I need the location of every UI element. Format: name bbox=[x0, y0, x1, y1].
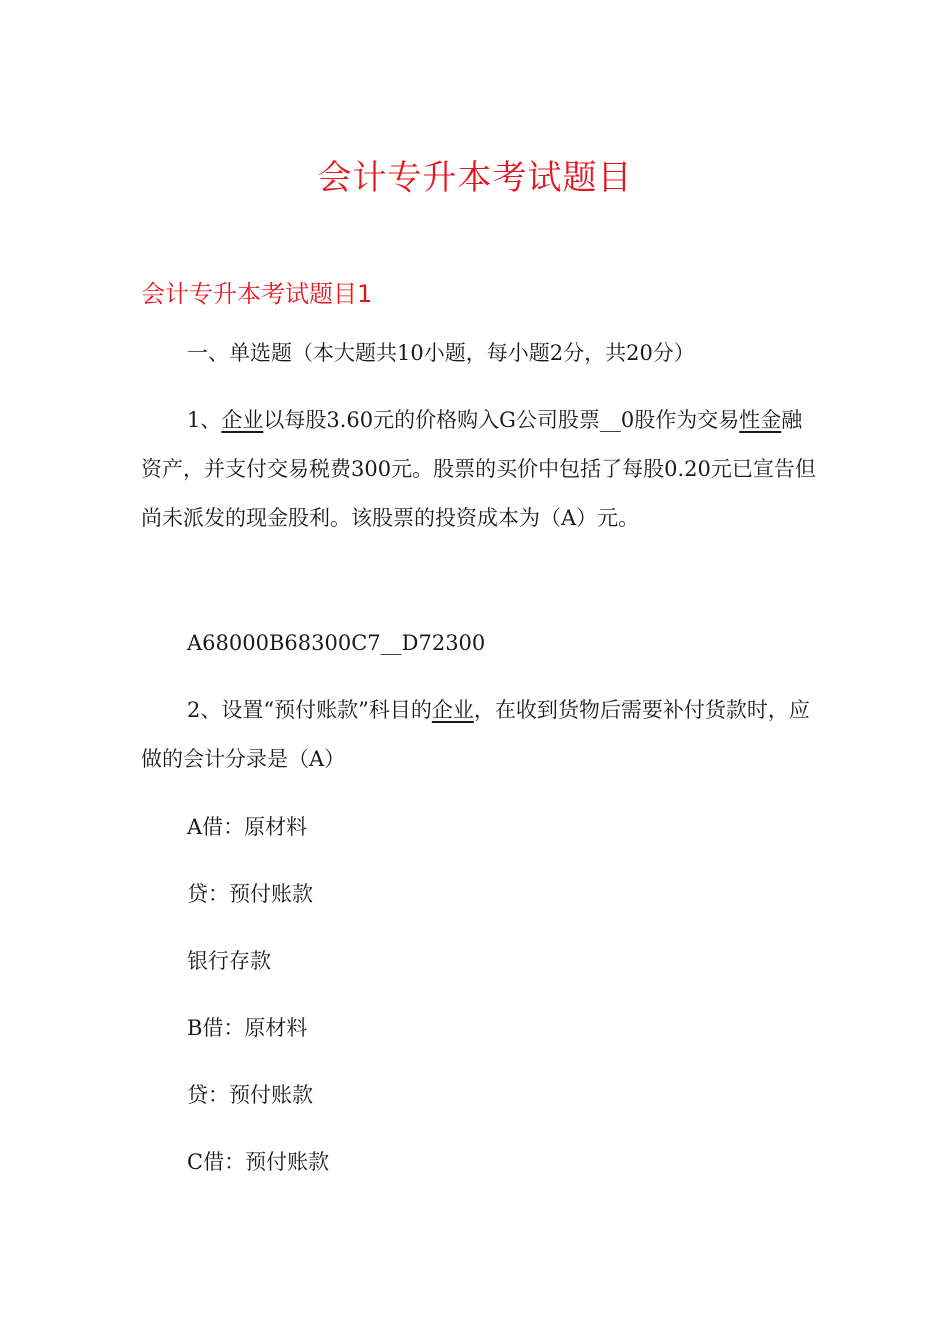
question-1-text-part1: 以每股3.60元的价格购入G公司股票__0股作为交易 bbox=[263, 408, 740, 432]
question-2 bbox=[141, 686, 821, 784]
question-2-line: 贷：预付账款 bbox=[187, 882, 313, 906]
question-2-line: C借：预付账款 bbox=[187, 1150, 330, 1174]
section-heading: 会计专升本考试题目1 bbox=[141, 280, 373, 308]
question-2-line: A借：原材料 bbox=[187, 815, 308, 839]
question-1 bbox=[141, 396, 821, 543]
question-1-underlined-term: 企业 bbox=[221, 408, 264, 432]
question-1-number: 1、 bbox=[187, 408, 222, 432]
question-2-line: 贷：预付账款 bbox=[187, 1083, 313, 1107]
question-1-options: A68000B68300C7__D72300 bbox=[187, 631, 486, 655]
question-2-text-part1: 2、设置“预付账款”科目的 bbox=[187, 698, 432, 722]
section-intro: 一、单选题（本大题共10小题，每小题2分，共20分） bbox=[187, 341, 695, 365]
question-2-text-part2: ，在收到货物后需要补付货款时，应做的会计分录是（A） bbox=[141, 698, 810, 771]
question-1-underlined-term-2: 性金 bbox=[739, 408, 782, 432]
question-1-text-part2: 融资产，并支付交易税费300元。股票的买价中包括了每股0.20元已宣告但尚未派发的现金股利。该股票的投资成本为（A）元。 bbox=[141, 408, 816, 530]
question-2-underlined-term: 企业 bbox=[431, 698, 474, 722]
question-2-line: 银行存款 bbox=[187, 949, 271, 973]
document-title: 会计专升本考试题目 bbox=[317, 158, 633, 198]
question-2-line: B借：原材料 bbox=[187, 1016, 308, 1040]
